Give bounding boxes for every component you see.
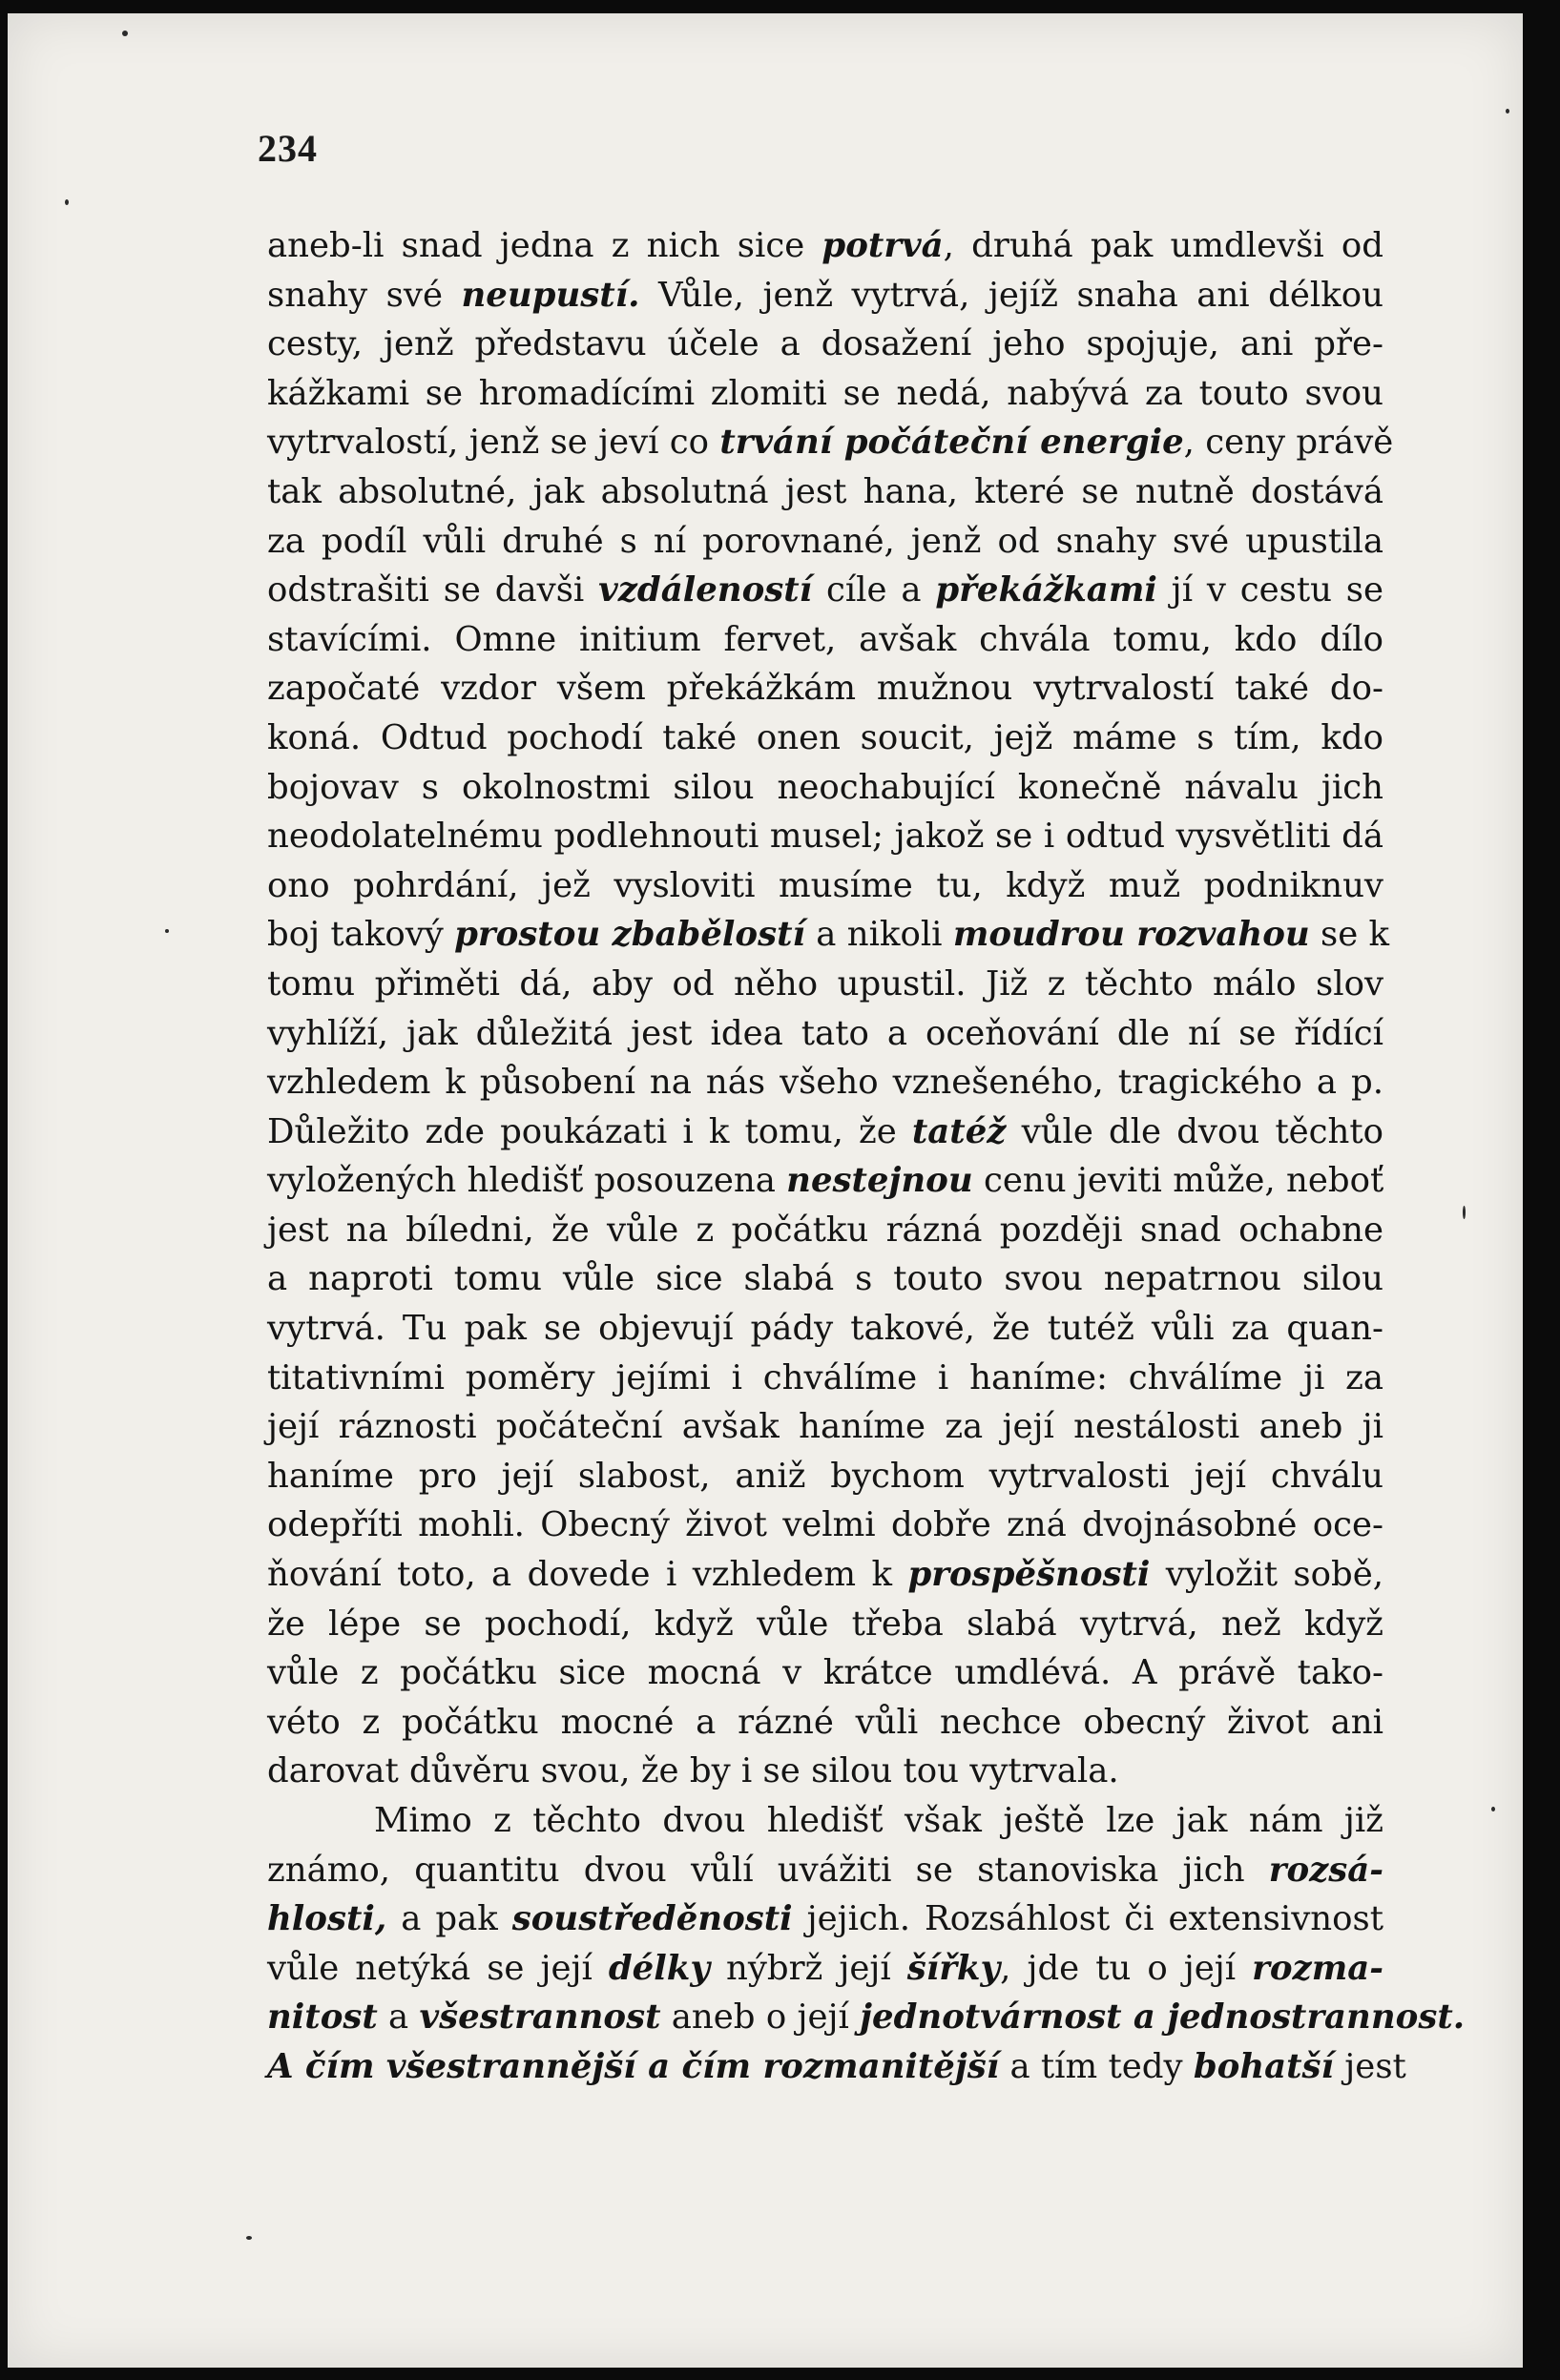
- text-line: [267, 812, 1383, 861]
- emphasized-text: tatéž: [911, 1111, 1007, 1151]
- text-segment: ňování toto, a dovede i vzhledem k: [267, 1555, 908, 1595]
- text-line: [267, 1206, 1383, 1255]
- text-line: [267, 467, 1383, 517]
- emphasized-text: hlosti,: [267, 1899, 387, 1939]
- scan-speck: [1463, 1206, 1466, 1219]
- text-line: [267, 1452, 1383, 1501]
- text-line: [267, 1156, 1383, 1206]
- text-line: [267, 1747, 1383, 1796]
- text-segment: že lépe se pochodí, když vůle třeba slabá vytrvá, než když: [267, 1604, 1383, 1644]
- text-segment: bojovav s okolnostmi silou neochabující konečně návalu jich: [267, 767, 1383, 807]
- emphasized-text: bohatší: [1193, 2046, 1335, 2086]
- emphasized-text: nitost: [267, 1997, 378, 2038]
- scan-speck: [246, 2236, 252, 2240]
- text-segment: , ceny právě: [1183, 423, 1394, 463]
- text-segment: Vůle, jenž vytrvá, jejíž snaha ani délkou: [639, 275, 1383, 315]
- text-line: [267, 1304, 1383, 1354]
- text-line: [267, 1009, 1383, 1059]
- emphasized-text: šířky: [906, 1948, 1001, 1988]
- text-segment: stavícími. Omne initium fervet, avšak chvála tomu, kdo dílo: [267, 619, 1383, 659]
- emphasized-text: moudrou rozvahou: [952, 915, 1310, 955]
- text-line: [267, 517, 1383, 567]
- text-segment: a naproti tomu vůle sice slabá s touto svou nepatrnou silou: [267, 1259, 1383, 1299]
- emphasized-text: vzdáleností: [598, 570, 813, 611]
- text-segment: vůle netýká se její: [267, 1948, 609, 1988]
- text-segment: vytrvalostí, jenž se jeví co: [267, 423, 720, 463]
- emphasized-text: rozma-: [1252, 1948, 1383, 1988]
- text-segment: snahy své: [267, 275, 462, 315]
- text-line: [267, 615, 1383, 665]
- text-segment: jejich. Rozsáhlost či extensivnost: [792, 1899, 1383, 1939]
- text-segment: jí v cestu se: [1156, 570, 1383, 611]
- page-number: 234: [258, 127, 318, 170]
- text-segment: vzhledem k působení na nás všeho vznešeného, tragického a p.: [267, 1063, 1383, 1103]
- text-segment: vyložených hledišť posouzena: [267, 1161, 787, 1201]
- text-line: [267, 1993, 1466, 2042]
- emphasized-text: rozsá-: [1268, 1850, 1383, 1890]
- emphasized-text: překážkami: [935, 570, 1157, 611]
- text-line: [267, 1354, 1383, 1403]
- emphasized-text: všestrannost: [419, 1997, 661, 2038]
- text-segment: vytrvá. Tu pak se objevují pády takové, že tutéž vůli za quan-: [267, 1309, 1383, 1349]
- text-line: [267, 566, 1383, 615]
- scan-speck: [1506, 109, 1509, 114]
- text-segment: aneb o její: [660, 1997, 861, 2038]
- text-segment: a pak: [386, 1899, 512, 1939]
- text-segment: haníme pro její slabost, aniž bychom vytrvalosti její chválu: [267, 1456, 1383, 1496]
- text-segment: neodolatelnému podlehnouti musel; jakož se i odtud vysvětliti dá: [267, 817, 1383, 857]
- book-page: [8, 13, 1523, 2368]
- text-line: [267, 2042, 1406, 2092]
- text-segment: vyložit sobě,: [1150, 1555, 1383, 1595]
- emphasized-text: A čím všestrannější a čím rozmanitější: [267, 2046, 1000, 2086]
- text-segment: boj takový: [267, 915, 455, 955]
- text-segment: Mimo z těchto dvou hledišť však ještě lze jak nám již: [374, 1801, 1383, 1840]
- text-segment: cenu jeviti může, neboť: [972, 1161, 1384, 1201]
- text-segment: započaté vzdor všem překážkám mužnou vytrvalostí také do-: [267, 669, 1383, 709]
- text-segment: véto z počátku mocné a rázné vůli nechce obecný život ani: [267, 1702, 1383, 1742]
- text-segment: titativními poměry jejími i chválíme i haníme: chválíme ji za: [267, 1357, 1383, 1397]
- emphasized-text: jednotvárnost a jednostrannost.: [860, 1997, 1466, 2038]
- emphasized-text: prospěšnosti: [907, 1555, 1151, 1595]
- text-line: [267, 320, 1383, 369]
- text-line: [267, 910, 1390, 960]
- text-line: [267, 1796, 1383, 1846]
- text-segment: vůle z počátku sice mocná v krátce umdlévá. A právě tako-: [267, 1653, 1383, 1693]
- text-segment: cíle a: [812, 570, 936, 611]
- text-segment: koná. Odtud pochodí také onen soucit, jejž máme s tím, kdo: [267, 717, 1383, 757]
- text-line: [267, 1648, 1383, 1698]
- text-line: [267, 861, 1383, 911]
- emphasized-text: prostou zbabělostí: [454, 915, 805, 955]
- body-text: [267, 221, 1466, 2092]
- text-line: [267, 418, 1394, 467]
- scan-speck: [122, 31, 128, 36]
- text-line: [267, 1846, 1383, 1895]
- text-segment: cesty, jenž představu účele a dosažení jeho spojuje, ani pře-: [267, 324, 1383, 364]
- text-segment: nýbrž její: [709, 1948, 907, 1988]
- text-segment: vůle dle dvou těchto: [1006, 1111, 1384, 1151]
- emphasized-text: potrvá: [822, 226, 944, 265]
- text-line: [267, 1402, 1383, 1452]
- text-segment: tak absolutné, jak absolutná jest hana, které se nutně dostává: [267, 471, 1383, 511]
- emphasized-text: soustředěnosti: [511, 1899, 793, 1939]
- text-line: [267, 369, 1383, 419]
- text-segment: aneb-li snad jedna z nich sice: [267, 226, 822, 265]
- text-line: [267, 1944, 1383, 1994]
- text-line: [267, 271, 1383, 321]
- text-line: [267, 714, 1383, 763]
- text-segment: , druhá pak umdlevši od: [943, 226, 1383, 265]
- text-segment: a: [377, 1997, 420, 2038]
- text-line: [267, 1698, 1383, 1748]
- text-segment: její ráznosti počáteční avšak haníme za její nestálosti aneb ji: [267, 1407, 1383, 1447]
- text-segment: vyhlíží, jak důležitá jest idea tato a oceňování dle ní se řídící: [267, 1013, 1383, 1053]
- text-line: [267, 1550, 1383, 1600]
- text-line: [267, 1254, 1383, 1304]
- text-line: [267, 664, 1383, 714]
- text-segment: za podíl vůli druhé s ní porovnané, jenž od snahy své upustila: [267, 521, 1383, 561]
- text-segment: odepříti mohli. Obecný život velmi dobře zná dvojnásobné oce-: [267, 1505, 1383, 1545]
- text-line: [267, 1894, 1383, 1944]
- text-line: [267, 1500, 1383, 1550]
- text-segment: ono pohrdání, jež vysloviti musíme tu, když muž podniknuv: [267, 865, 1383, 905]
- text-line: [267, 1058, 1383, 1107]
- text-segment: jest na bíledni, že vůle z počátku rázná později snad ochabne: [267, 1210, 1383, 1250]
- text-segment: tomu přiměti dá, aby od něho upustil. Již z těchto málo slov: [267, 963, 1383, 1004]
- scan-speck: [165, 929, 169, 933]
- emphasized-text: délky: [608, 1948, 710, 1988]
- emphasized-text: neupustí.: [461, 275, 640, 315]
- text-line: [267, 960, 1383, 1009]
- text-segment: se k: [1309, 915, 1390, 955]
- text-segment: jest: [1334, 2046, 1406, 2086]
- text-segment: a tím tedy: [999, 2046, 1194, 2086]
- text-segment: kážkami se hromadícími zlomiti se nedá, nabývá za touto svou: [267, 373, 1383, 413]
- text-line: [267, 221, 1383, 271]
- text-segment: odstrašiti se davši: [267, 570, 599, 611]
- text-line: [267, 1600, 1383, 1649]
- text-line: [267, 1107, 1383, 1157]
- emphasized-text: nestejnou: [786, 1161, 973, 1201]
- scan-speck: [65, 199, 69, 205]
- text-segment: Důležito zde poukázati i k tomu, že: [267, 1111, 912, 1151]
- text-line: [267, 763, 1383, 813]
- text-segment: známo, quantitu dvou vůlí uvážiti se stanoviska jich: [267, 1850, 1269, 1890]
- scan-speck: [1491, 1807, 1495, 1811]
- emphasized-text: trvání počáteční energie: [719, 423, 1184, 463]
- text-segment: a nikoli: [804, 915, 953, 955]
- text-segment: , jde tu o její: [1000, 1948, 1253, 1988]
- text-segment: darovat důvěru svou, že by i se silou tou vytrvala.: [267, 1751, 1119, 1791]
